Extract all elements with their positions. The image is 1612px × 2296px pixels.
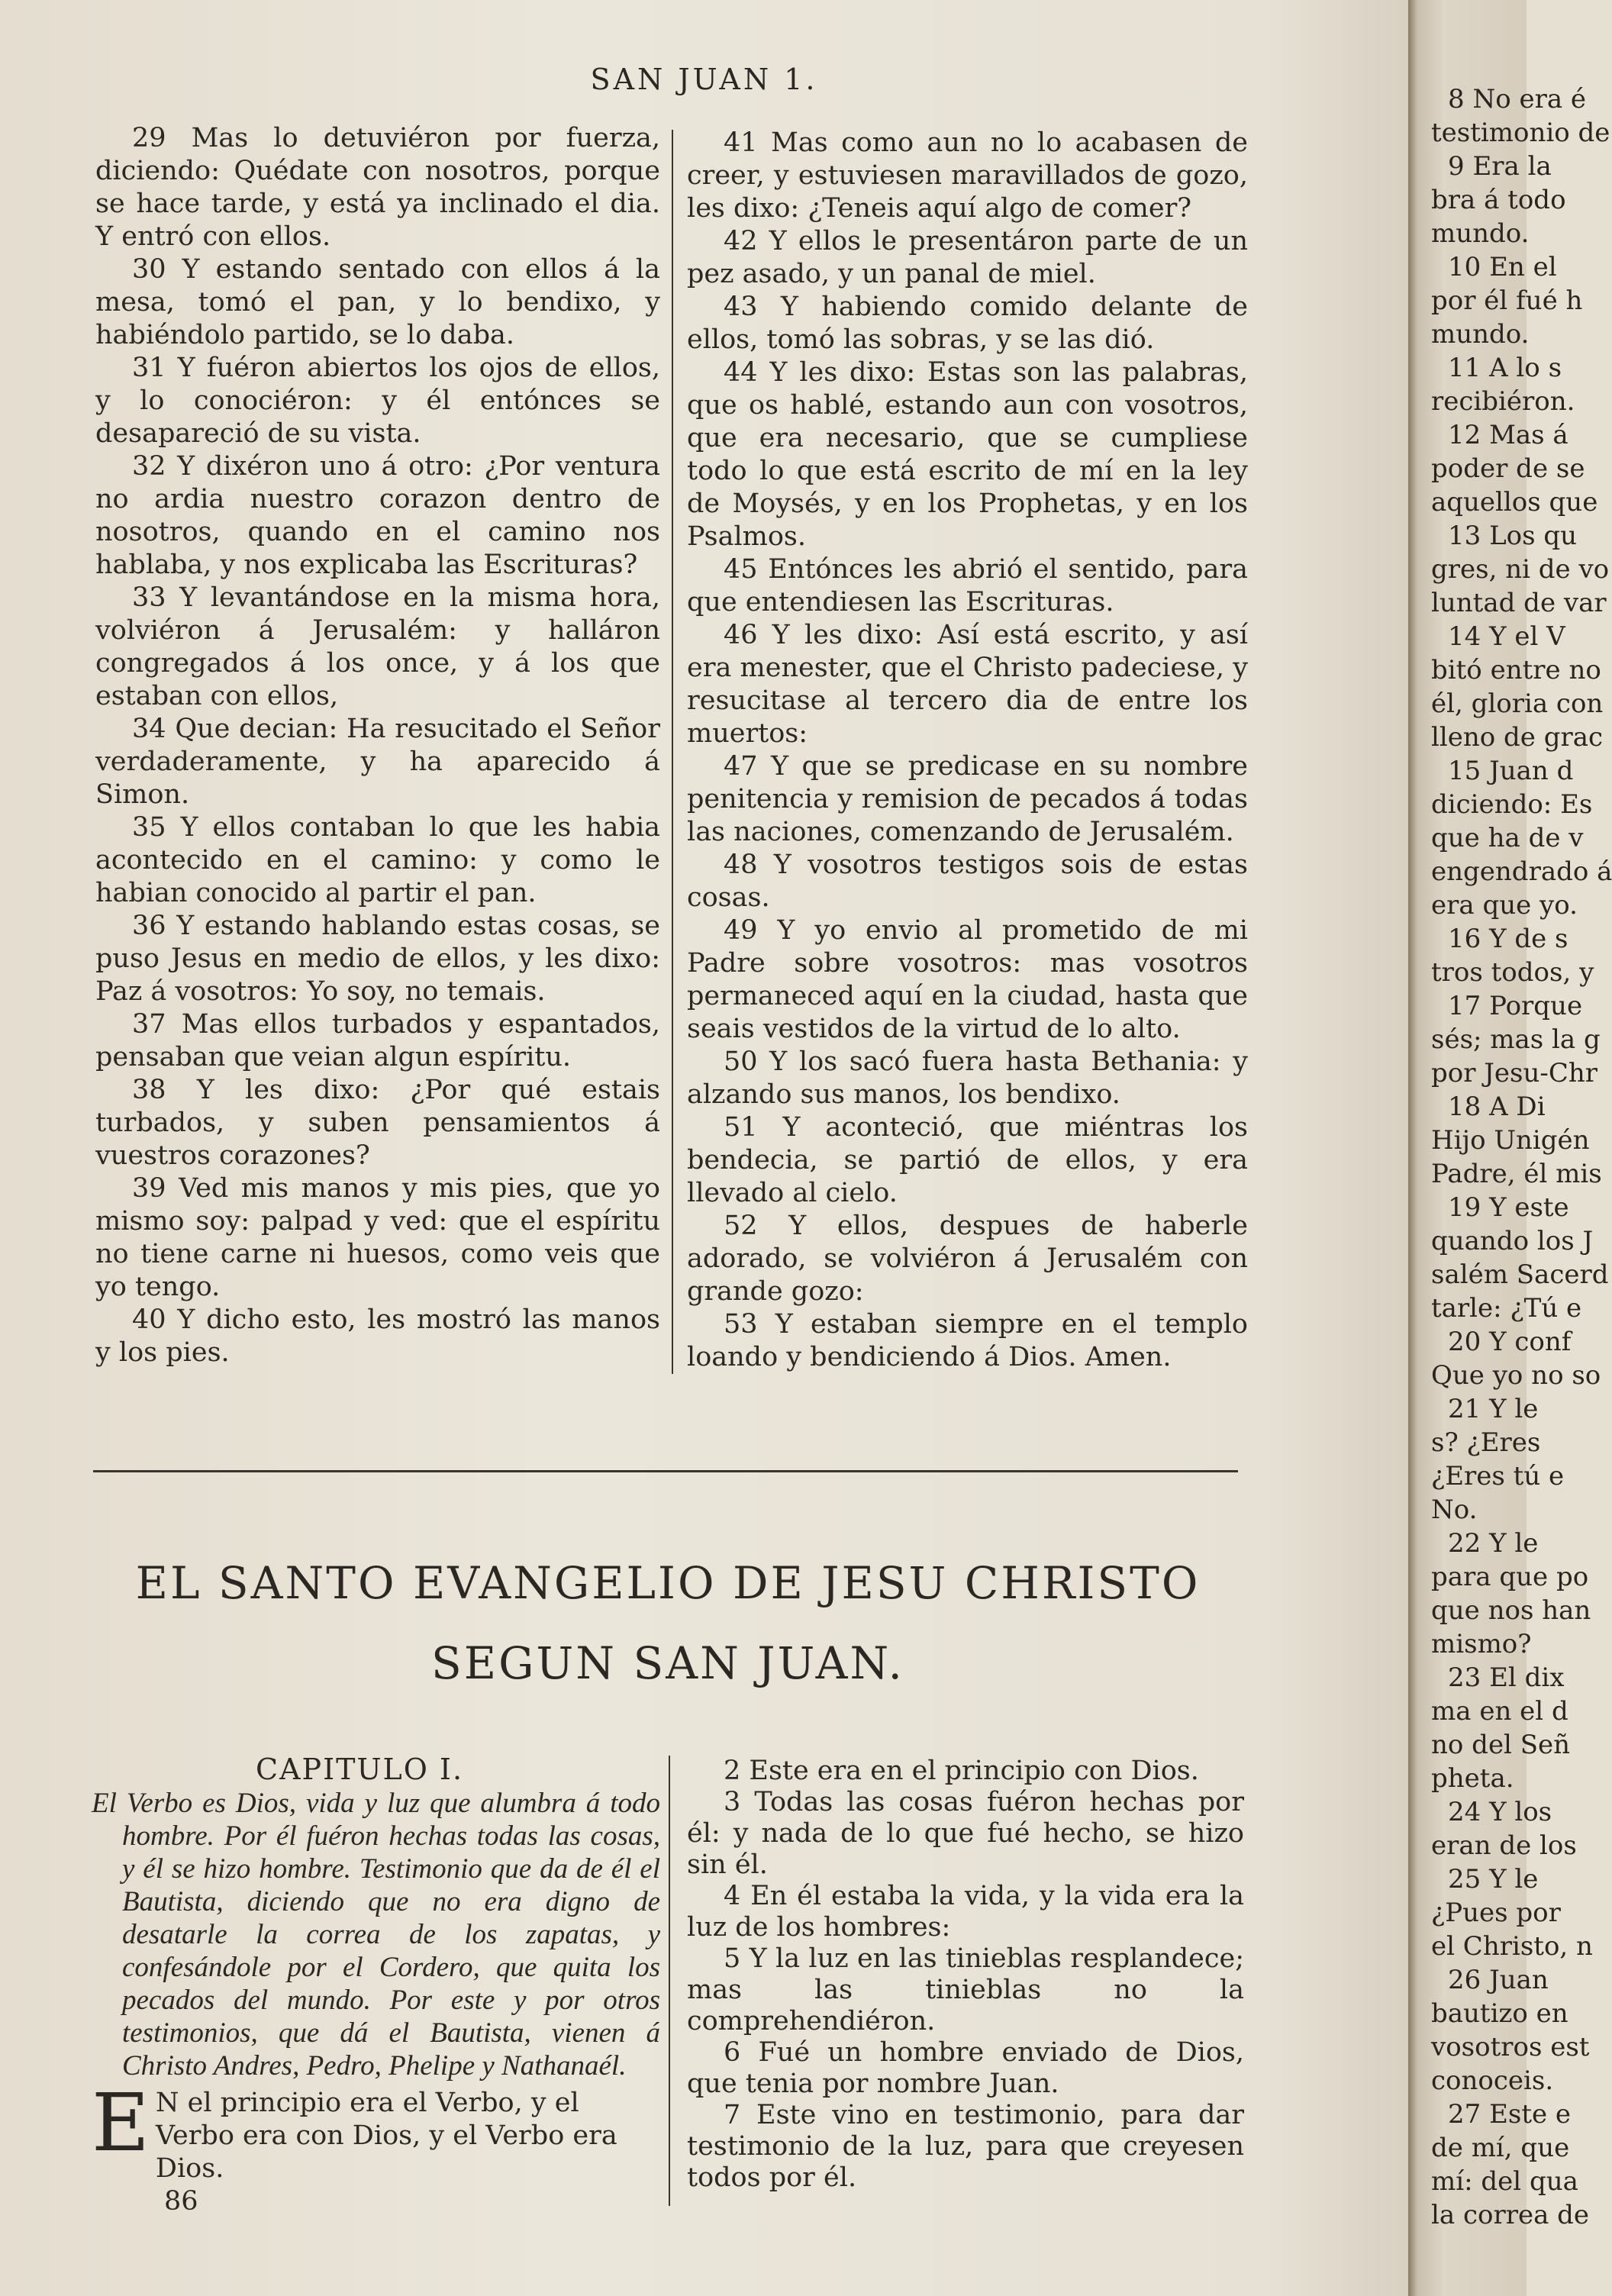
upper-left-column xyxy=(95,122,660,1369)
facing-page-line: 18 A Di xyxy=(1448,1092,1546,1122)
facing-page-line: 15 Juan d xyxy=(1448,756,1574,786)
verse: 45 Entónces les abrió el sentido, para que entendiesen las Escrituras. xyxy=(687,554,1248,618)
facing-page-line: s? ¿Eres xyxy=(1431,1427,1541,1458)
verse: 48 Y vosotros testigos sois de estas cosas. xyxy=(687,850,1248,913)
drop-cap: E xyxy=(92,2076,150,2169)
verse: 40 Y dicho esto, les mostró las manos y los pies. xyxy=(95,1304,660,1368)
verse: 51 Y aconteció, que miéntras los bendecia, se partió de ellos, y era llevado al cielo. xyxy=(687,1112,1248,1208)
facing-page-line: bra á todo xyxy=(1431,185,1566,215)
facing-page-line: bitó entre no xyxy=(1431,655,1601,685)
facing-page-line: 20 Y conf xyxy=(1448,1327,1572,1357)
facing-page-line: engendrado á xyxy=(1431,856,1612,887)
facing-page-line: era que yo. xyxy=(1431,890,1578,921)
facing-page-line: 9 Era la xyxy=(1448,151,1552,182)
verse: 47 Y que se predicase en su nombre penitencia y remision de pecados á todas las naciones, comenzando de Jerusalém. xyxy=(687,751,1248,847)
facing-page xyxy=(1408,0,1612,2296)
facing-page-line: 22 Y le xyxy=(1448,1528,1539,1559)
facing-page-line: 24 Y los xyxy=(1448,1797,1552,1827)
lower-left-column xyxy=(92,1752,660,2218)
facing-page-line: conoceis. xyxy=(1431,2065,1554,2096)
facing-page-line: ma en el d xyxy=(1431,1696,1568,1727)
facing-page-line: por Jesu-Chr xyxy=(1431,1058,1598,1088)
facing-page-line: 12 Mas á xyxy=(1448,420,1568,450)
facing-page-line: la correa de xyxy=(1431,2200,1590,2230)
facing-page-line: ¿Pues por xyxy=(1431,1898,1561,1928)
verse: 38 Y les dixo: ¿Por qué estais turbados, y suben pensamientos á vuestros corazones? xyxy=(95,1075,660,1171)
facing-page-line: mundo. xyxy=(1431,218,1530,249)
verse: 52 Y ellos, despues de haberle adorado, se volviéron á Jerusalém con grande gozo: xyxy=(687,1211,1248,1307)
column-divider-lower xyxy=(669,1756,670,2206)
facing-page-line: aquellos que xyxy=(1431,487,1598,518)
facing-page-line: 26 Juan xyxy=(1448,1965,1549,1995)
verse: 44 Y les dixo: Estas son las palabras, que os hablé, estando aun con vosotros, que era necesario, que se cumpliese todo lo que está escrito de mí en la ley de Moysés, y en los Prophetas, y en los Psalmos. xyxy=(687,357,1248,552)
facing-page-line: recibiéron. xyxy=(1431,386,1575,417)
facing-page-line: 17 Porque xyxy=(1448,991,1583,1021)
facing-page-line: para que po xyxy=(1431,1562,1589,1592)
facing-page-line: 16 Y de s xyxy=(1448,924,1568,954)
facing-page-line: que ha de v xyxy=(1431,823,1584,853)
page-number: 86 xyxy=(164,2186,198,2217)
facing-page-line: eran de los xyxy=(1431,1830,1577,1861)
facing-page-line: 21 Y le xyxy=(1448,1394,1539,1424)
facing-page-line: quando los J xyxy=(1431,1226,1594,1256)
facing-page-line: 10 En el xyxy=(1448,252,1557,282)
opening-verse xyxy=(92,2076,660,2185)
verse: 31 Y fuéron abiertos los ojos de ellos, y lo conociéron: y él entónces se desapareció de su vista. xyxy=(95,353,660,449)
facing-page-line: Padre, él mis xyxy=(1431,1159,1602,1189)
facing-page-line: 27 Este e xyxy=(1448,2099,1572,2130)
facing-page-line: testimonio de xyxy=(1431,118,1610,148)
verse: 53 Y estaban siempre en el templo loando y bendiciendo á Dios. Amen. xyxy=(687,1309,1248,1372)
verse: 2 Este era en el principio con Dios. xyxy=(724,1756,1199,1786)
verse: 43 Y habiendo comido delante de ellos, tomó las sobras, y se las dió. xyxy=(687,292,1248,355)
facing-page-line: por él fué h xyxy=(1431,285,1583,316)
facing-page-line: 19 Y este xyxy=(1448,1192,1569,1223)
facing-page-line: sés; mas la g xyxy=(1431,1024,1601,1055)
facing-page-line: el Christo, n xyxy=(1431,1931,1593,1962)
facing-page-line: mismo? xyxy=(1431,1629,1532,1659)
facing-page-line: 13 Los qu xyxy=(1448,521,1578,551)
verse: 35 Y ellos contaban lo que les habia acontecido en el camino: y como le habian conocido al partir el pan. xyxy=(95,812,660,908)
facing-page-line: que nos han xyxy=(1431,1595,1591,1626)
facing-page-line: lleno de grac xyxy=(1431,722,1604,753)
facing-page-line: 14 Y el V xyxy=(1448,621,1565,652)
facing-page-line: tros todos, y xyxy=(1431,957,1594,988)
verse: 33 Y levantándose en la misma hora, volviéron á Jerusalém: y halláron congregados á los once, y á los que estaban con ellos, xyxy=(95,582,660,711)
facing-page-line: bautizo en xyxy=(1431,1998,1568,2029)
facing-page-line: Que yo no so xyxy=(1431,1360,1601,1391)
facing-page-line: 25 Y le xyxy=(1448,1864,1539,1895)
upper-right-column xyxy=(687,127,1248,1374)
facing-page-line: mundo. xyxy=(1431,319,1530,350)
verse: 29 Mas lo detuviéron por fuerza, diciendo: Quédate con nosotros, porque se hace tarde, y está ya inclinado el dia. Y entró con ellos. xyxy=(95,123,660,252)
facing-page-line: mí: del qua xyxy=(1431,2166,1578,2197)
verse: 37 Mas ellos turbados y espantados, pensaban que veian algun espíritu. xyxy=(95,1009,660,1072)
facing-page-line: 23 El dix xyxy=(1448,1662,1565,1693)
verse: 30 Y estando sentado con ellos á la mesa, tomó el pan, y lo bendixo, y habiéndolo partido, se lo daba. xyxy=(95,254,660,350)
verse: 34 Que decian: Ha resucitado el Señor verdaderamente, y ha aparecido á Simon. xyxy=(95,714,660,810)
facing-page-line: 8 No era é xyxy=(1448,84,1587,114)
facing-page-line: él, gloria con xyxy=(1431,688,1604,719)
facing-page-line: gres, ni de vo xyxy=(1431,554,1610,585)
chapter-summary: El Verbo es Dios, vida y luz que alumbra á todo hombre. Por él fuéron hechas todas las cosas, y él se hizo hombre. Testimonio que da de él el Bautista, diciendo que no era digno de desatarle la correa de los zapatas, y confesándole por el Cordero, que quita los pecados del mundo. Por este y por otros testimonios, que dá el Bautista, vienen á Christo Andres, Pedro, Phelipe y Nathanaél. xyxy=(92,1788,660,2082)
verse: 39 Ved mis manos y mis pies, que yo mismo soy: palpad y ved: que el espíritu no tiene carne ni huesos, como veis que yo tengo. xyxy=(95,1173,660,1302)
chapter-heading: CAPITULO I. xyxy=(256,1753,464,1786)
facing-page-line: poder de se xyxy=(1431,453,1585,484)
verse: 3 Todas las cosas fuéron hechas por él: y nada de lo que fué hecho, se hizo sin él. xyxy=(687,1787,1244,1880)
book-subtitle: SEGUN SAN JUAN. xyxy=(431,1637,904,1689)
facing-page-line: 11 A lo s xyxy=(1448,353,1562,383)
opening-text: N el principio era el Verbo, y el Verbo era con Dios, y el Verbo era Dios. xyxy=(155,2088,617,2184)
running-header: SAN JUAN 1. xyxy=(590,63,818,96)
book-title: EL SANTO EVANGELIO DE JESU CHRISTO xyxy=(135,1557,1201,1609)
facing-page-line: diciendo: Es xyxy=(1431,789,1593,820)
facing-page-line: tarle: ¿Tú e xyxy=(1431,1293,1582,1324)
facing-page-line: salém Sacerd xyxy=(1431,1259,1609,1290)
verse: 4 En él estaba la vida, y la vida era la luz de los hombres: xyxy=(687,1881,1244,1943)
verse: 42 Y ellos le presentáron parte de un pez asado, y un panal de miel. xyxy=(687,226,1248,289)
verse: 7 Este vino en testimonio, para dar testimonio de la luz, para que creyesen todos por él. xyxy=(687,2100,1244,2193)
column-divider xyxy=(672,130,673,1374)
facing-page-line: luntad de var xyxy=(1431,588,1607,618)
verse: 36 Y estando hablando estas cosas, se puso Jesus en medio de ellos, y les dixo: Paz á vosotros: Yo soy, no temais. xyxy=(95,911,660,1007)
verse: 50 Y los sacó fuera hasta Bethania: y alzando sus manos, los bendixo. xyxy=(687,1046,1248,1110)
lower-right-column xyxy=(687,1756,1244,2194)
verse: 41 Mas como aun no lo acabasen de creer, y estuviesen maravillados de gozo, les dixo: ¿Teneis aquí algo de comer? xyxy=(687,127,1248,224)
facing-page-line: no del Señ xyxy=(1431,1730,1571,1760)
facing-page-line: de mí, que xyxy=(1431,2133,1570,2163)
verse: 5 Y la luz en las tinieblas resplandece; mas las tinieblas no la comprehendiéron. xyxy=(687,1943,1244,2036)
verse: 6 Fué un hombre enviado de Dios, que tenia por nombre Juan. xyxy=(687,2037,1244,2099)
verse: 49 Y yo envio al prometido de mi Padre sobre vosotros: mas vosotros permaneced aquí en la ciudad, hasta que seais vestidos de la virtud de lo alto. xyxy=(687,915,1248,1044)
verse: 46 Y les dixo: Así está escrito, y así era menester, que el Christo padeciese, y resucitase al tercero dia de entre los muertos: xyxy=(687,620,1248,749)
facing-page-line: Hijo Unigén xyxy=(1431,1125,1590,1156)
section-rule xyxy=(93,1470,1238,1472)
facing-page-line: ¿Eres tú e xyxy=(1431,1461,1565,1491)
facing-page-line: No. xyxy=(1431,1495,1478,1525)
facing-page-line: vosotros est xyxy=(1431,2032,1590,2062)
facing-page-line: pheta. xyxy=(1431,1763,1514,1794)
verse: 32 Y dixéron uno á otro: ¿Por ventura no ardia nuestro corazon dentro de nosotros, quando en el camino nos hablaba, y nos explicaba las Escrituras? xyxy=(95,451,660,580)
